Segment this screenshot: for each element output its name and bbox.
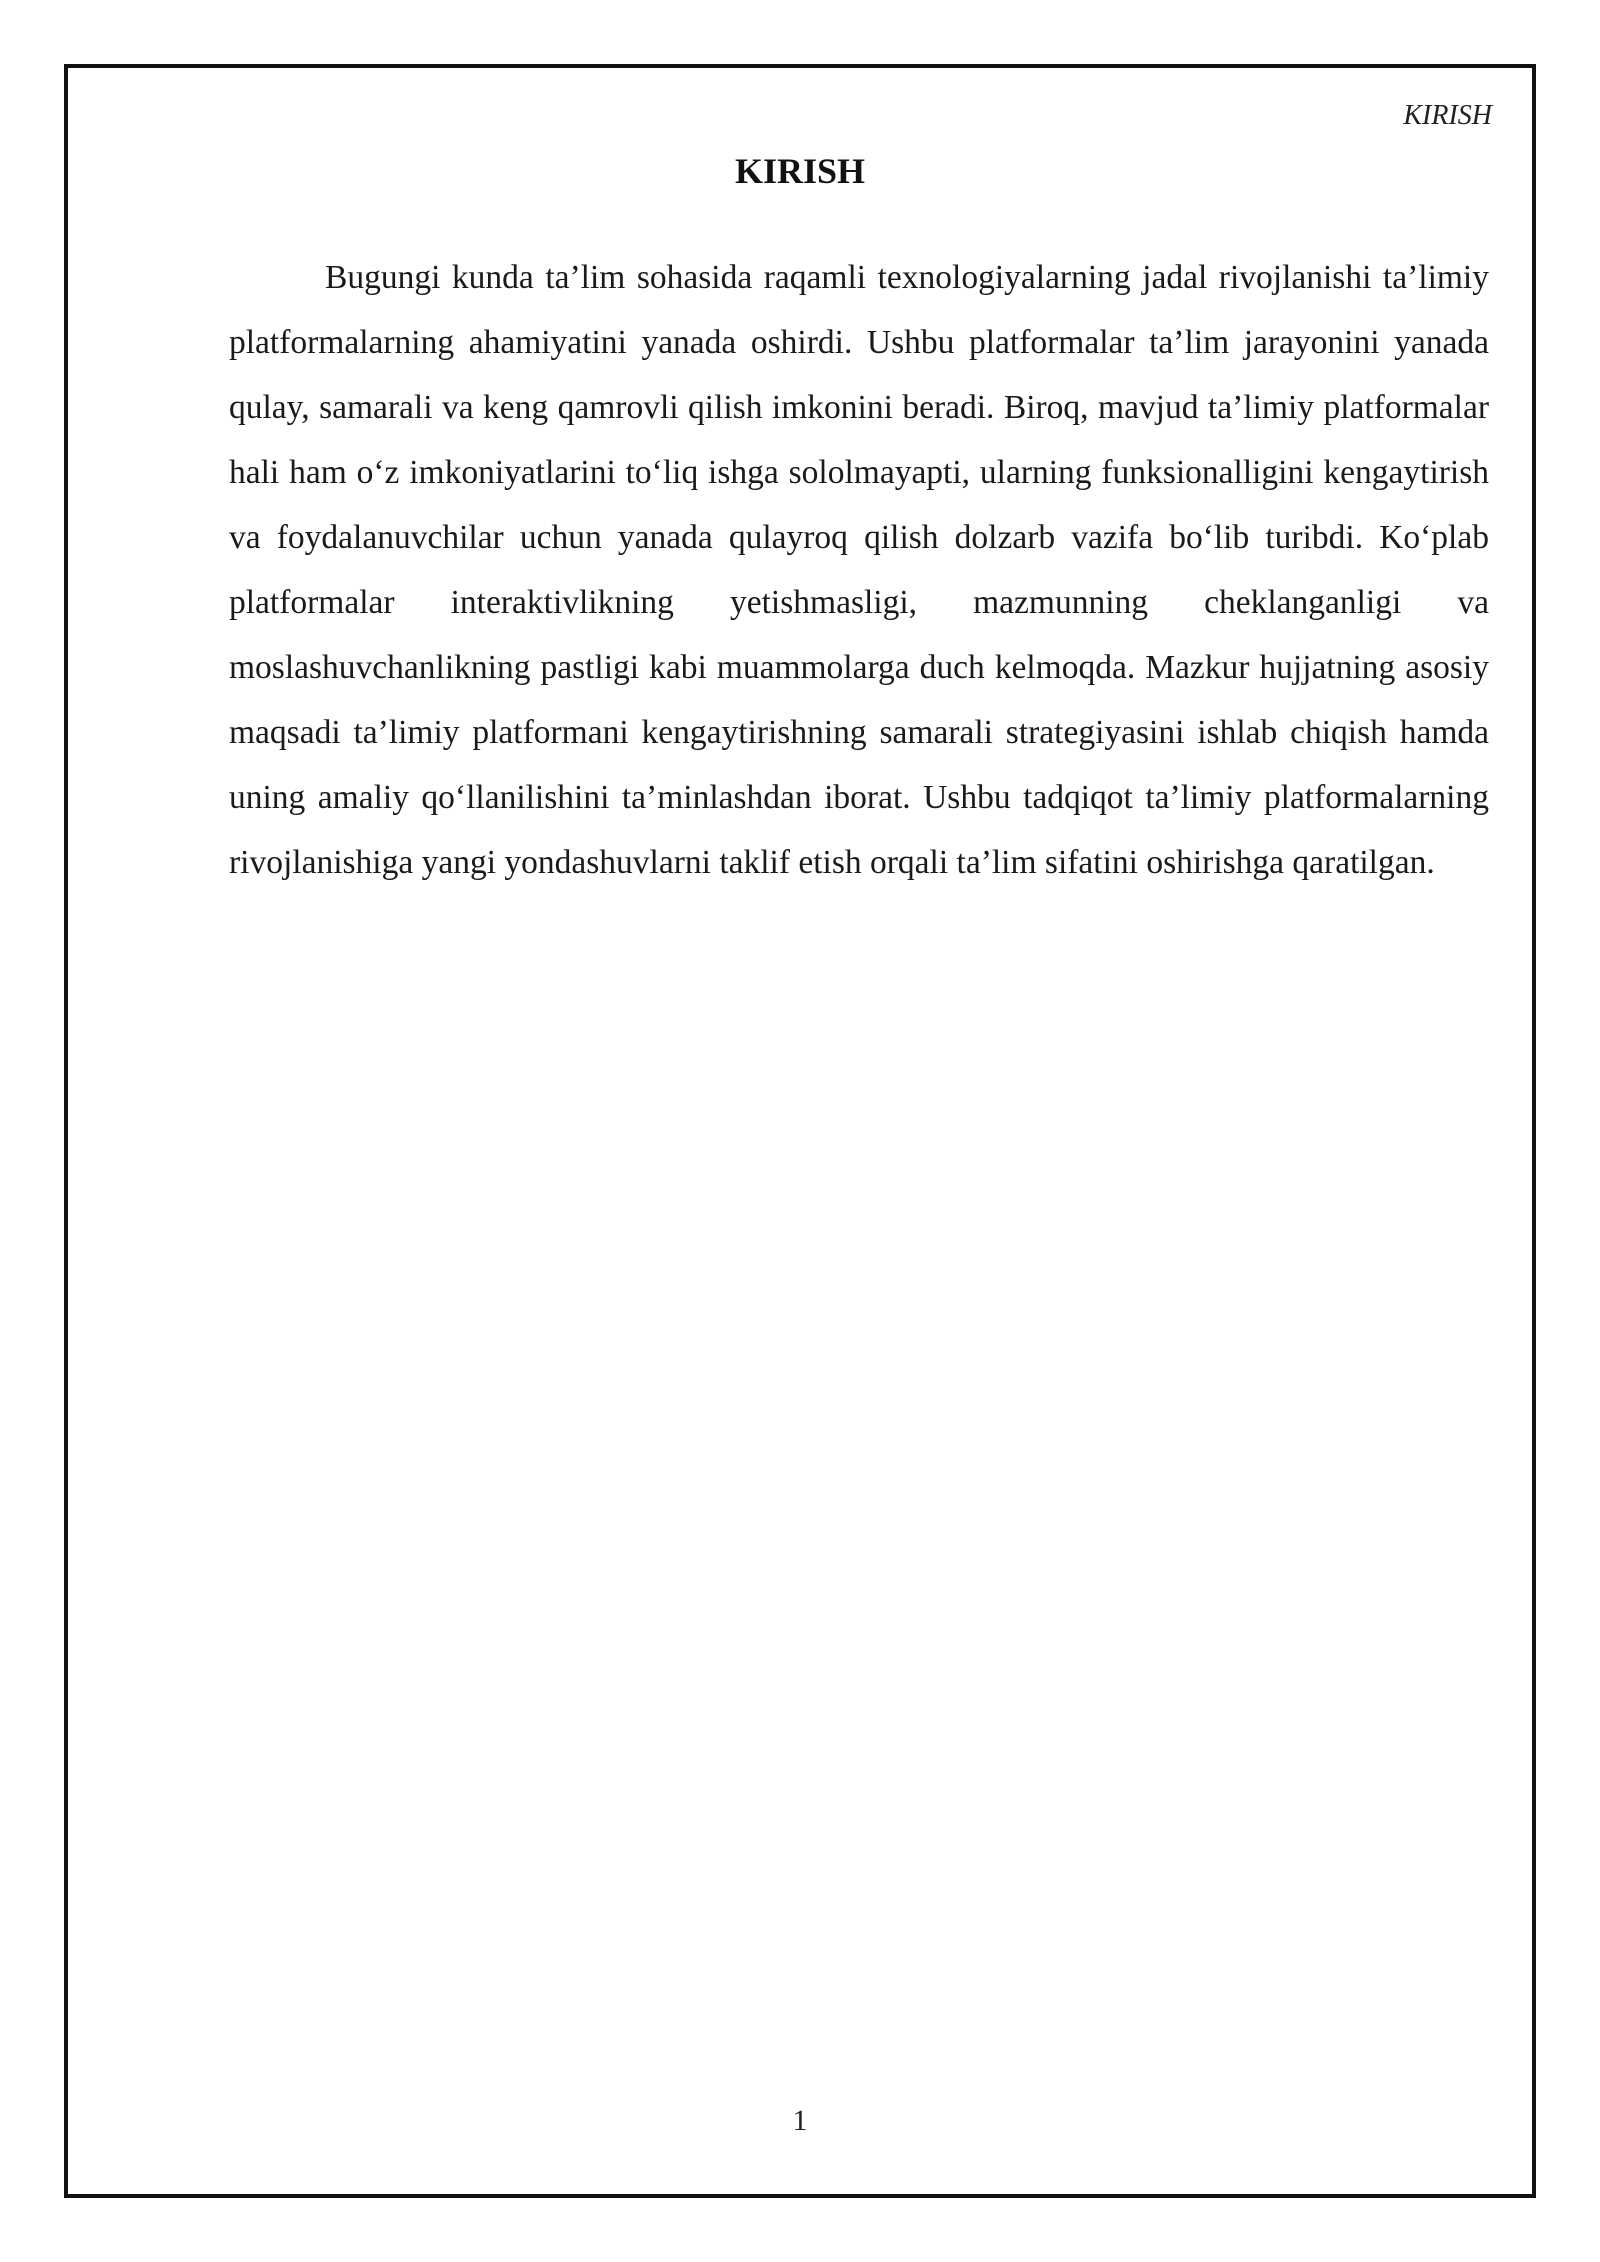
page-title: KIRISH [734, 151, 866, 191]
running-header: KIRISH [1403, 100, 1492, 131]
page-number: 1 [792, 2104, 808, 2137]
body-paragraph: Bugungi kunda ta’lim sohasida raqamli texnologiyalarning jadal rivojlanishi ta’limiy platformalarning ahamiyatini yanada oshirdi. Ushbu platformalar ta’lim jarayonini yanada qulay, samarali va keng qamrovli qilish imkonini beradi. Biroq, mavjud ta’limiy platformalar hali ham o‘z imkoniyatlarini to‘liq ishga sololmayapti, ularning funksionalligini kengaytirish va foydalanuvchilar uchun yanada qulayroq qilish dolzarb vazifa bo‘lib turibdi. Ko‘plab platformalar interaktivlikning yetishmasligi, mazmunning cheklanganligi va moslashuvchanlikning pastligi kabi muammolarga duch kelmoqda. Mazkur hujjatning asosiy maqsadi ta’limiy platformani kengaytirishning samarali strategiyasini ishlab chiqish hamda uning amaliy qo‘llanilishini ta’minlashdan iborat. Ushbu tadqiqot ta’limiy platformalarning rivojlanishiga yangi yondashuvlarni taklif etish orqali ta’lim sifatini oshirishga qaratilgan. [229, 259, 1489, 881]
